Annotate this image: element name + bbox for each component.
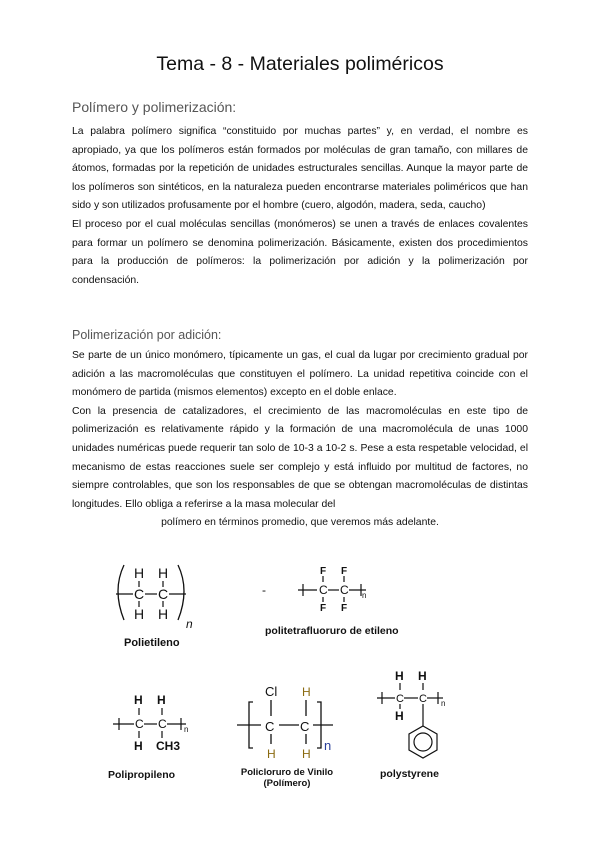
atom-h: H bbox=[418, 669, 427, 683]
section-heading-polimero: Polímero y polimerización: bbox=[72, 99, 237, 115]
subscript-n: n bbox=[441, 699, 446, 708]
caption-polietileno: Polietileno bbox=[124, 637, 180, 649]
section1-body bbox=[72, 123, 528, 290]
atom-c: C bbox=[265, 719, 275, 734]
paragraph: Se parte de un único monómero, típicamente un gas, el cual da lugar por crecimiento gradual por adición a las macromoléculas que constituyen el polímero. La unidad repetitiva coincide con el monómero de partida (mismos elementos) excepto en el doble enlace. bbox=[72, 350, 528, 399]
caption-polipropileno: Polipropileno bbox=[108, 769, 176, 781]
atom-h: H bbox=[302, 747, 311, 761]
atom-c: C bbox=[135, 717, 144, 731]
methyl-group: CH3 bbox=[156, 739, 181, 753]
atom-h: H bbox=[134, 693, 143, 707]
caption-pvc-line2: (Polímero) bbox=[263, 778, 311, 789]
polietileno-structure bbox=[110, 560, 220, 655]
atom-c: C bbox=[300, 719, 310, 734]
atom-h: H bbox=[134, 739, 143, 753]
atom-c: C bbox=[134, 586, 145, 602]
polystyrene-structure bbox=[375, 668, 475, 788]
atom-h: H bbox=[302, 685, 311, 699]
paragraph: La palabra polímero significa “constituido por muchas partes” y, en verdad, el nombre es apropiado, ya que los polímeros están formados por moléculas de gran tamaño, con millares de átomos, formadas por la repetición de unidades estructurales sencillas. Aunque la mayor parte de los polímeros son sintéticos, en la naturaleza pueden encontrarse materiales poliméricos que han sido y son utilizados profusamente por el hombre (cuero, algodón, madera, seda, caucho) bbox=[72, 126, 528, 212]
atom-h: H bbox=[267, 747, 276, 761]
svg-text:-: - bbox=[262, 583, 266, 597]
paragraph: Con la presencia de catalizadores, el crecimiento de las macromoléculas en este tipo de polimerización es relativamente rápido y la formación de una macromolécula de unas 1000 unidades numéricas puede requerir tan solo de 10-3 a 10-2 s. Pese a esta respetable velocidad, el mecanismo de estas reacciones suele ser complejo y está influido por multitud de factores, no siempre controlables, que son los responsables de que se obtengan macromoléculas de distintas longitudes. Ello obliga a referirse a la masa molecular del bbox=[72, 405, 528, 510]
paragraph-last-line: polímero en términos promedio, que veremos más adelante. bbox=[161, 517, 439, 529]
atom-h: H bbox=[157, 693, 166, 707]
atom-f: F bbox=[341, 603, 348, 614]
subscript-n: n bbox=[186, 617, 193, 631]
atom-h: H bbox=[395, 709, 404, 723]
atom-h: H bbox=[158, 565, 169, 581]
atom-h: H bbox=[134, 606, 145, 622]
section2-body bbox=[72, 347, 528, 533]
atom-f: F bbox=[320, 603, 327, 614]
caption-polystyrene: polystyrene bbox=[380, 768, 439, 780]
atom-c: C bbox=[419, 693, 427, 705]
pvc-structure bbox=[235, 682, 355, 802]
ptfe-structure bbox=[262, 562, 432, 642]
atom-h: H bbox=[134, 565, 145, 581]
atom-f: F bbox=[341, 566, 348, 577]
atom-c: C bbox=[396, 693, 404, 705]
atom-c: C bbox=[340, 583, 349, 597]
atom-h: H bbox=[158, 606, 169, 622]
atom-f: F bbox=[320, 566, 327, 577]
atom-c: C bbox=[319, 583, 328, 597]
atom-h: H bbox=[395, 669, 404, 683]
atom-cl: Cl bbox=[265, 684, 278, 699]
subscript-n: n bbox=[184, 725, 189, 734]
section-heading-adicion: Polimerización por adición: bbox=[72, 328, 222, 342]
paragraph: El proceso por el cual moléculas sencillas (monómeros) se unen a través de enlaces covalentes para formar un polímero se denomina polimerización. Básicamente, existen dos procedimientos para la producción de polímeros: la polimerización por adición y la polimerización por condensación. bbox=[72, 218, 528, 286]
caption-ptfe: politetrafluoruro de etileno bbox=[265, 625, 399, 637]
atom-c: C bbox=[158, 586, 169, 602]
subscript-n: n bbox=[362, 591, 367, 600]
atom-c: C bbox=[158, 717, 167, 731]
subscript-n: n bbox=[324, 738, 332, 753]
polipropileno-structure bbox=[108, 688, 218, 783]
page-title: Tema - 8 - Materiales poliméricos bbox=[156, 53, 444, 75]
caption-pvc: Policloruro de Vinilo bbox=[240, 767, 334, 778]
